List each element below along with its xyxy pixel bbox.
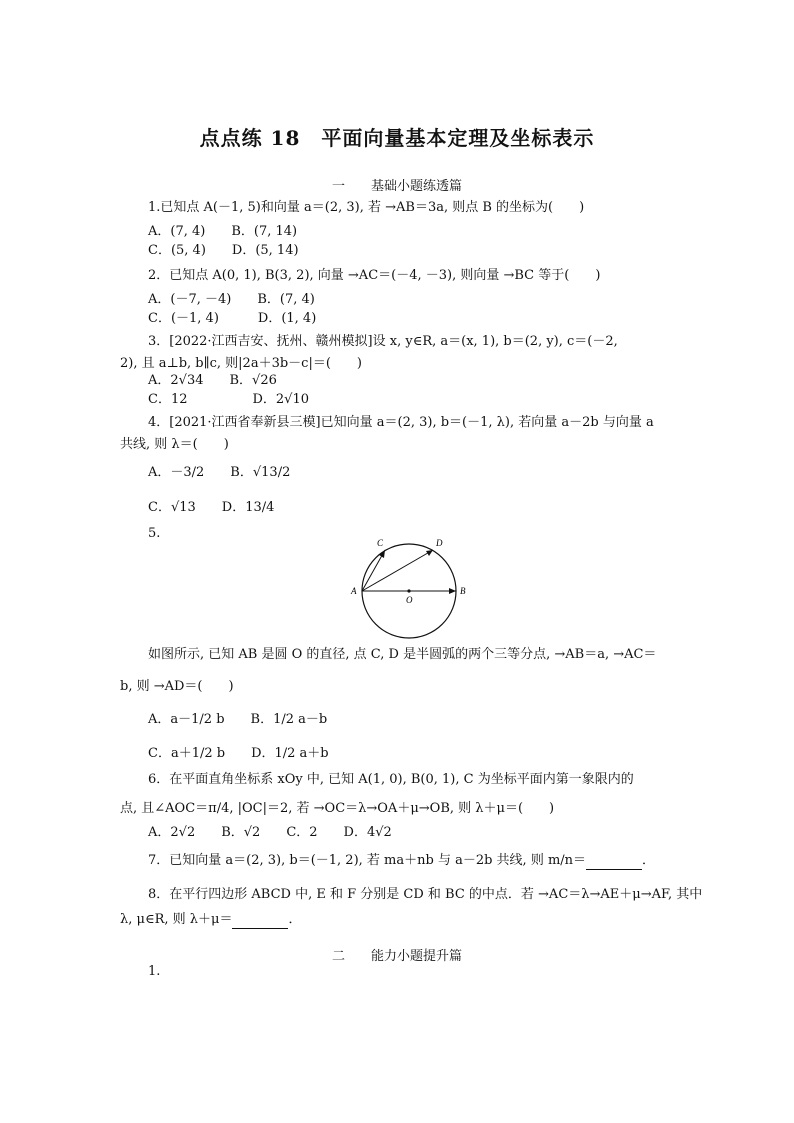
section-heading-basic: 一 基础小题练透篇 xyxy=(331,179,462,194)
q8-stem-line1: 8．在平行四边形 ABCD 中, E 和 F 分别是 CD 和 BC 的中点．若 →AC＝λ→AE＋μ→AF, 其中 xyxy=(148,887,703,902)
q3-stem-line2: 2), 且 a⊥b, b∥c, 则|2a＋3b－c|＝( ) xyxy=(120,356,362,371)
q5-stem-line2: b, 则 →AD＝( ) xyxy=(120,679,234,694)
q8-stem-line2: λ, μ∈R, 则 λ＋μ＝ xyxy=(120,912,233,927)
q6-stem-line2: 点, 且∠AOC＝π/4, |OC|＝2, 若 →OC＝λ→OA＋μ→OB, 则 λ＋μ＝( ) xyxy=(120,801,555,816)
label-o: O xyxy=(406,595,413,605)
q1-options-row1: A．(7, 4) B．(7, 14) xyxy=(148,224,298,239)
q3-options-row1: A．2√34 B．√26 xyxy=(148,373,277,388)
arrow-ab-icon xyxy=(449,588,456,594)
q5-number: 5. xyxy=(148,526,161,541)
q4-stem-line2: 共线, 则 λ＝( ) xyxy=(120,437,229,452)
q2-stem: 2．已知点 A(0, 1), B(3, 2), 向量 →AC＝(－4, －3), 则向量 →BC 等于( ) xyxy=(148,268,601,283)
q8-end: ． xyxy=(288,912,302,927)
q3-options-row2: C．12 D．2√10 xyxy=(148,392,310,407)
q4-options-row1: A．－3/2 B．√13/2 xyxy=(148,465,291,480)
q5-options-row2: C．a＋1/2 b D．1/2 a＋b xyxy=(148,746,329,761)
center-point xyxy=(407,589,410,592)
q1-stem: 1.已知点 A(－1, 5)和向量 a＝(2, 3), 若 →AB＝3a, 则点 B 的坐标为( ) xyxy=(148,200,585,215)
label-c: C xyxy=(377,538,384,548)
vector-ad xyxy=(362,550,433,591)
q7-end: ． xyxy=(642,853,656,868)
q4-stem-line1: 4．[2021·江西省奉新县三模]已知向量 a＝(2, 3), b＝(－1, λ), 若向量 a－2b 与向量 a xyxy=(148,415,654,430)
q7-stem: 7．已知向量 a＝(2, 3), b＝(－1, 2), 若 ma＋nb 与 a－2b 共线, 则 m/n＝ xyxy=(148,853,587,868)
q8-answer-blank[interactable] xyxy=(232,912,288,929)
label-d: D xyxy=(436,538,443,548)
q5-stem-line1: 如图所示, 已知 AB 是圆 O 的直径, 点 C, D 是半圆弧的两个三等分点, →AB＝a, →AC＝ xyxy=(148,647,657,662)
q6-stem-line1: 6．在平面直角坐标系 xOy 中, 已知 A(1, 0), B(0, 1), C 为坐标平面内第一象限内的 xyxy=(148,772,634,787)
circle-diagram xyxy=(350,533,470,645)
q2-options-row1: A．(－7, －4) B．(7, 4) xyxy=(148,292,315,307)
p2-q1-number: 1. xyxy=(148,964,161,979)
q5-options-row1: A．a－1/2 b B．1/2 a－b xyxy=(148,712,328,727)
q1-options-row2: C．(5, 4) D．(5, 14) xyxy=(148,243,299,258)
q7-line xyxy=(148,853,655,870)
q7-answer-blank[interactable] xyxy=(586,853,642,870)
section-heading-ability: 二 能力小题提升篇 xyxy=(331,949,462,964)
q4-options-row2: C．√13 D．13/4 xyxy=(148,500,275,515)
q3-stem-line1: 3．[2022·江西吉安、抚州、赣州模拟]设 x, y∈R, a＝(x, 1), b＝(2, y), c＝(－2, xyxy=(148,334,618,349)
q6-options: A．2√2 B．√2 C．2 D．4√2 xyxy=(148,825,392,840)
q2-options-row2: C．(－1, 4) D．(1, 4) xyxy=(148,311,317,326)
page-title: 点点练 18 平面向量基本定理及坐标表示 xyxy=(199,126,595,150)
label-b: B xyxy=(460,586,466,596)
label-a: A xyxy=(351,586,357,596)
q8-line2 xyxy=(120,912,301,929)
